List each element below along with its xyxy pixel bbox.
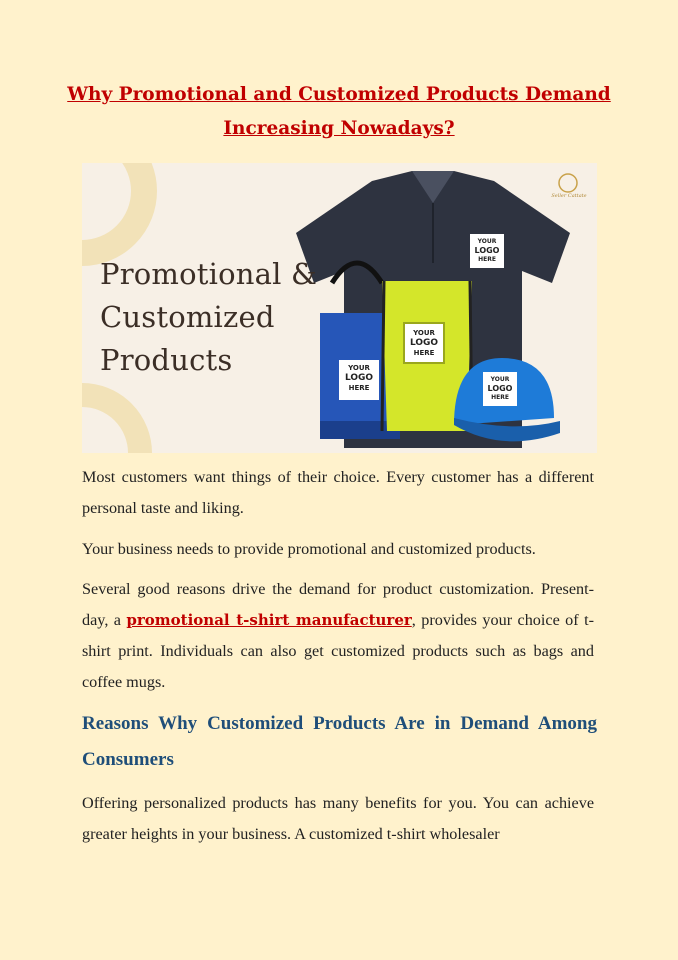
logo-placeholder-drawstring: YOUR LOGO HERE [409,329,439,357]
logo-placeholder-tote: YOUR LOGO HERE [344,364,374,392]
hero-headline [100,253,340,382]
paragraph-3 [82,574,594,698]
paragraph-3-start: Several good reasons drive the demand for product customization. Present-day, a [82,580,594,629]
page-title: Why Promotional and Customized Products Demand Increasing Nowadays? [67,84,611,139]
logo-placeholder-cap: YOUR LOGO HERE [487,376,513,401]
logo-placeholder-shirt: YOUR LOGO HERE [474,238,500,263]
paragraph-4: Offering personalized products has many benefits for you. You can achieve greater heights in your business. A customized t-shirt wholesaler [82,794,594,843]
decor-circle-top [82,163,144,253]
hero-line-2: Customized [100,300,275,334]
decor-circle-bottom [82,395,140,453]
section-heading: Reasons Why Customized Products Are in Demand Among Consumers [82,713,597,770]
brand-logo-mark [559,174,577,192]
hero-image [82,163,597,453]
paragraph-2: Your business needs to provide promotional and customized products. [82,540,536,558]
brand-mark-text: Seller Cattate [551,193,587,199]
manufacturer-link[interactable]: promotional t-shirt manufacturer [126,611,412,629]
hero-line-3: Products [100,343,233,377]
paragraph-1: Most customers want things of their choice. Every customer has a different personal taste and liking. [82,468,594,517]
hero-line-1: Promotional & [100,257,318,291]
paragraph-3-end: , provides your choice of t-shirt print. Individuals can also get customized products such as bags and coffee mugs. [82,611,594,691]
